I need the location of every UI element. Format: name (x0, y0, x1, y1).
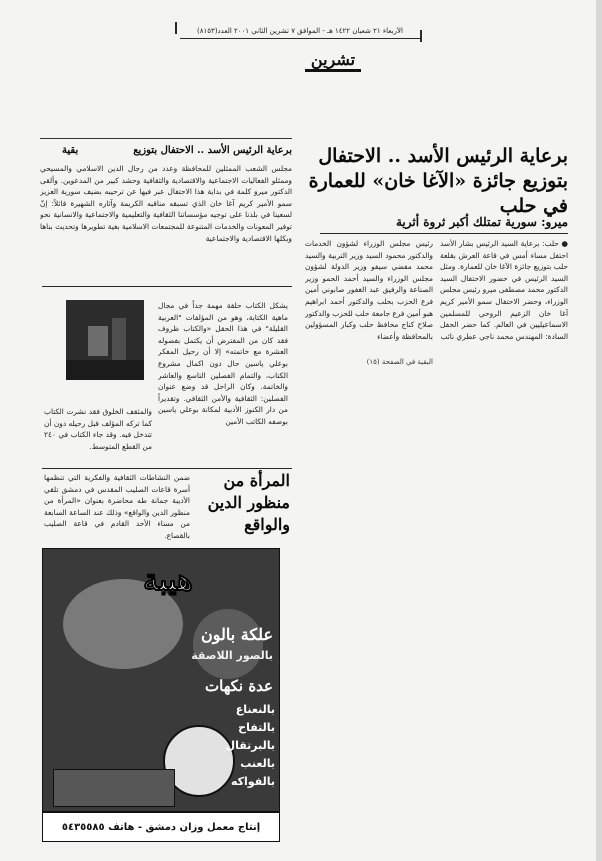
continuation-title-row (40, 145, 292, 156)
book-text-right: يشكل الكتاب حلقة مهمة جداً في مجال ماهية الكتابة، وهو من المؤلفات "العربية القليلة" في هذا الحقل «والكتاب ظروف فقد كان من المفترض أن يكتمل بفصوله العشرة مع خاتمته» إلا أن رحيل المفكر بوعلي ياسين حال دون اكمال مشروع الكتاب، والتمام الفصلين التاسع والعاشر والخاتمة. وكان الراحل قد وضع عنوان الفصلين: الثقافية والأمن الثقافي. وتقديراً من دار الكنوز الأدبية لمكانة بوعلي ياسين بوصفه الكاتب الأمين (158, 301, 288, 426)
ad-bg-blob-2 (193, 609, 263, 679)
ad-flavor: بالنعناع (235, 703, 275, 716)
women-title-line-2: منظور الدين (207, 493, 290, 512)
women-text: ضمن النشاطات الثقافية والفكرية التي تنظمها أسرة قاعات الصليب المقدس في دمشق تلقي الأديبة جمانة طه محاضرة بعنوان «المرأة من منظور الدين والواقع» وذلك عند الساعة السابعة من مساء الأحد القادم في قاعة الصليب بالقصاع. (44, 473, 190, 540)
advertisement (42, 548, 280, 842)
top-bracket-left (175, 22, 177, 34)
continued-page: (١٥) (366, 358, 380, 366)
continuation-tag: بقية (62, 145, 79, 156)
top-bracket-right (420, 30, 422, 42)
women-title-line-3: والواقع (244, 515, 290, 534)
book-top-rule (42, 286, 292, 287)
ad-line-3: عدة نكهات (205, 677, 273, 695)
continuation-box (40, 138, 292, 267)
continued-label: البقية في الصفحة (381, 358, 433, 366)
photo-shadow (112, 318, 126, 362)
ad-boxes (53, 769, 175, 807)
ad-flavor-list (193, 701, 275, 791)
ad-line-1: علكة بالون (200, 625, 273, 644)
women-title-line-1: المرأة من (223, 471, 290, 490)
dateline-rule (180, 38, 420, 39)
ad-footer: إنتاج معمل وزان دمشق - هاتف ٥٤٣٥٥٨٥ (43, 811, 279, 842)
ad-line-2: بالصور اللاصقة (191, 649, 273, 662)
women-top-rule (42, 468, 292, 469)
main-column-right: ● حلب: برعاية السيد الرئيس بشار الأسد احتفل مساء أمس في قاعة العرش بقلعة حلب بتوزيع جائزة الآغا خان للعمارة. ومثل السيد الرئيس في حضور الاحتفال السيد الدكتور محمد مصطفى ميرو رئيس مجلس الوزراء، وحضر الاحتفال سمو الأمير كريم آغا خان الزعيم الروحي للمسلمين الاسماعيليين في العالم. كما حضر الحفل السادة: المهندس محمد ناجي عطري نائب (440, 239, 568, 341)
book-text-left: والمثقف الخلوق فقد نشرت الكتاب كما تركه المؤلف قبل رحيله دون أن تتدخل فيه. وقد جاء الكتاب في ٢٤٠ من القطع المتوسط. (44, 407, 152, 451)
continued-note (305, 358, 433, 366)
photo-floor (66, 360, 144, 380)
ad-flavor: بالتفاح (238, 721, 275, 734)
masthead (268, 48, 398, 74)
ad-flavor: بالعنب (240, 757, 275, 770)
ad-brand: هيبة (142, 563, 193, 598)
main-headline: برعاية الرئيس الأسد .. الاحتفال بتوزيع جائزة «الآغا خان» للعمارة في حلب (308, 145, 568, 217)
women-title (196, 470, 290, 536)
masthead-title: تشرين (305, 50, 361, 72)
photo-highlight (88, 326, 108, 356)
book-photo (66, 300, 144, 380)
dateline: الأربعاء ٢١ شعبان ١٤٢٢ هـ - الموافق ٧ تشرين الثاني ٢٠٠١ العدد(٨١٥٣) (197, 27, 403, 35)
main-column-left: رئيس مجلس الوزراء لشؤون الخدمات والدكتور محمود السيد وزير التربية والسيد محمد مفضي سيفو وزير الدولة لشؤون مجلس الوزراء والسيد أحمد الحمو وزير الصناعة والرفيق عبد الغفور صابوني أمين فرع الحزب بحلب والدكتور أحمد ابراهيم هبو أمين فرع جامعة حلب للحزب والدكتور صلاح كناج محافظ حلب وكبار المسؤولين بالمحافظة وأعضاء (305, 239, 433, 341)
scan-edge (596, 0, 602, 861)
ad-flavor: بالفواكه (230, 775, 275, 788)
ad-flavor: بالبرتقال (225, 739, 275, 752)
continuation-title: برعاية الرئيس الأسد .. الاحتفال بتوزيع (133, 145, 292, 156)
subhead-rule (320, 233, 568, 234)
continuation-text: مجلس الشعب الممثلين للمحافظة وعدد من رجال الدين الاسلامي والمسيحي وممثلو الفعاليات الاجتماعية والاقتصادية والثقافية وحشد كبير من المدعوين. وألقى الدكتور ميرو كلمة في بداية هذا الاحتفال عبر فيها عن ترحيبه بضيف سورية العزيز سمو الأمير كريم آغا خان الذي تسبقه مناقبه الكريمة وآثاره الشهيرة قائلاً: إنّ لسعينا في بلدنا على توجيه مؤسساتنا الثقافية والتعليمية والاجتماعية والانسانية نحو توفير المعونات والخدمات المتنوعة للمجتمعات الاسلامية بغية تطويرها وتحديث بناها وبكلها الاقتصادية والاجتماعية (40, 164, 292, 243)
main-subhead: ميرو: سورية تمتلك أكبر ثروة أثرية (396, 215, 568, 229)
